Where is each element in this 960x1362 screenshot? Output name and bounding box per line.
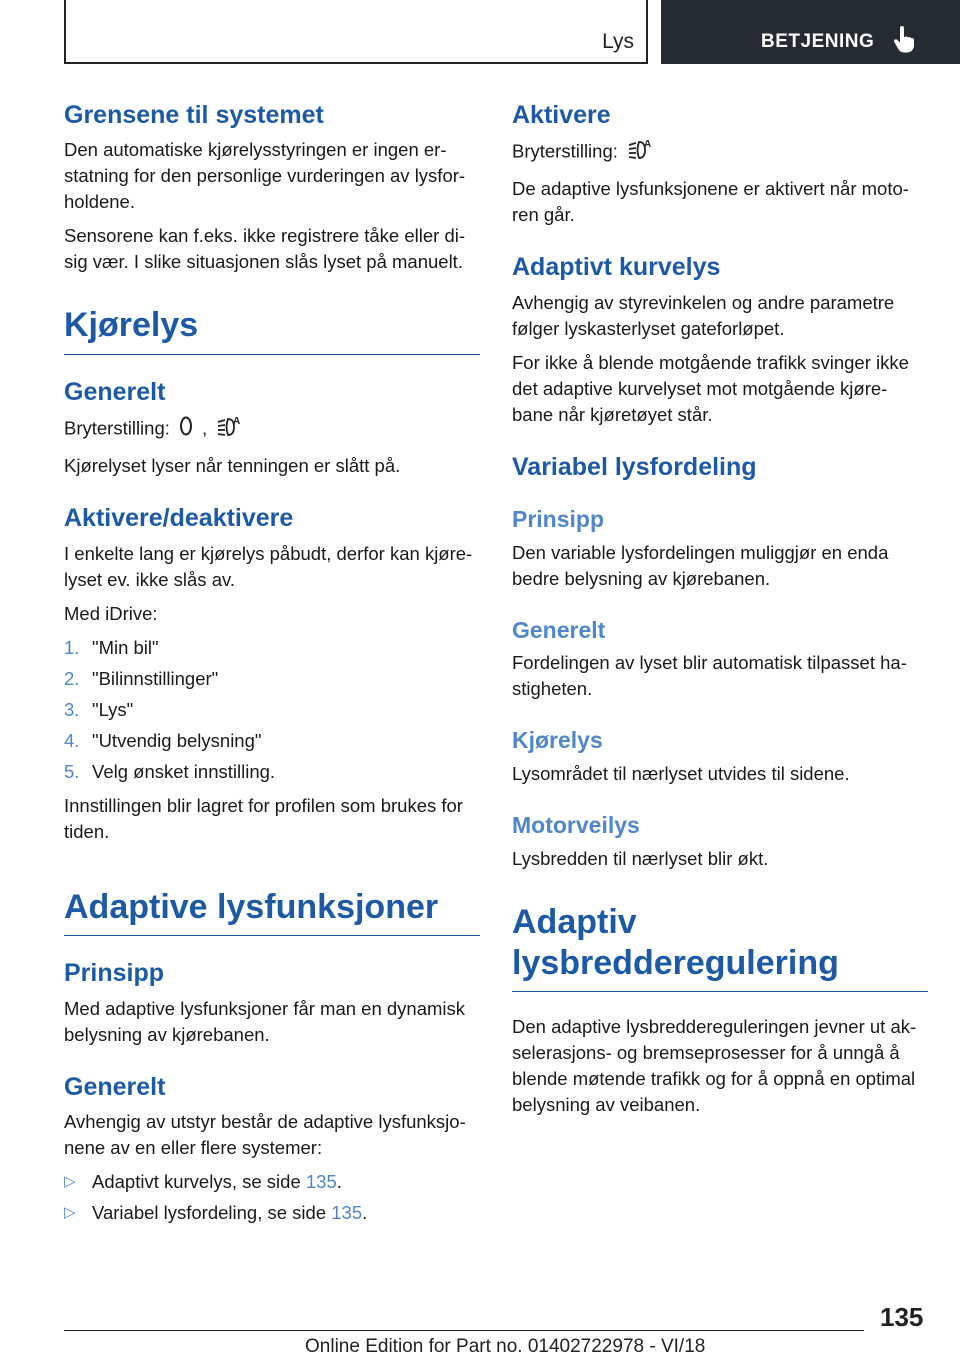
list-item: 2. "Bilinnstillinger" (64, 667, 219, 689)
switch-position-line (64, 414, 480, 445)
switch-position-0-icon (179, 415, 193, 444)
paragraph: Med iDrive: (64, 602, 158, 624)
svg-text:A: A (644, 139, 652, 151)
list-item: ▷ Variabel lysfordeling, se side 135. (64, 1200, 480, 1226)
switch-auto-headlight-icon (627, 137, 655, 168)
heading-aktivere-deaktivere: Aktivere/deaktivere (64, 504, 294, 533)
list-item: ▷ Adaptivt kurvelys, se side 135. (64, 1169, 480, 1195)
paragraph: Lysområdet til nærlyset utvides til sidene. (512, 763, 850, 784)
switch-label: Bryterstilling: (64, 417, 170, 439)
heading-adaptiv-lysbredderegulering: Adaptiv lysbredderegulering (512, 902, 928, 993)
paragraph: I enkelte lang er kjørelys påbudt, derfor kan kjøre-lyset ev. ikke slås av. (64, 542, 473, 590)
paragraph: Avhengig av styrevinkelen og andre parametre følger lyskasterlyset gateforløpet. (512, 291, 895, 339)
heading-variabel-lysfordeling: Variabel lysfordeling (512, 452, 757, 481)
subheading-motorveilys: Motorveilys (512, 812, 640, 838)
left-column (64, 100, 480, 1234)
page-link[interactable]: 135 (331, 1201, 363, 1223)
heading-generelt: Generelt (64, 378, 166, 407)
heading-prinsipp: Prinsipp (64, 959, 165, 988)
heading-aktivere: Aktivere (512, 101, 611, 129)
paragraph: For ikke å blende motgående trafikk svinger ikke det adaptive kurvelyset mot motgående kjøre-bane når kjøretøyet står. (512, 351, 909, 425)
header-section-tab (64, 0, 648, 64)
idrive-steps-list (64, 635, 480, 785)
heading-grensene: Grensene til systemet (64, 101, 324, 129)
subheading-kjorelys: Kjørelys (512, 727, 603, 754)
paragraph: Med adaptive lysfunksjoner får man en dynamisk belysning av kjørebanen. (64, 997, 466, 1045)
svg-text:A: A (233, 416, 241, 428)
page-number: 135 (880, 1302, 924, 1332)
header-chapter-tab (661, 0, 960, 64)
header-chapter-title: BETJENING (761, 31, 875, 52)
paragraph: Den variable lysfordelingen muliggjør en enda bedre belysning av kjørebanen. (512, 541, 889, 589)
paragraph: De adaptive lysfunksjonene er aktivert når moto-ren går. (512, 178, 909, 226)
list-item: 4. "Utvendig belysning" (64, 729, 262, 751)
switch-label: Bryterstilling: (512, 140, 618, 162)
footer-divider (64, 1330, 864, 1331)
paragraph: Kjørelyset lyser når tenningen er slått på. (64, 455, 401, 477)
paragraph: Avhengig av utstyr består de adaptive lysfunksjo-nene av en eller flere systemer: (64, 1110, 466, 1158)
list-item: 3. "Lys" (64, 698, 134, 720)
heading-kjorelys: Kjørelys (64, 305, 480, 355)
list-item: 5. Velg ønsket innstilling. (64, 760, 276, 782)
hand-pointer-icon (893, 26, 917, 59)
paragraph: Den automatiske kjørelysstyringen er ingen er-statning for den personlige vurderingen av lysfor-holdene. (64, 139, 466, 213)
footer-edition: Online Edition for Part no. 01402722978 - VI/18 (305, 1336, 706, 1357)
right-column (512, 100, 928, 1126)
list-item: 1. "Min bil" (64, 636, 159, 658)
paragraph: Sensorene kan f.eks. ikke registrere tåke eller di-sig vær. I slike situasjonen slås lyset på manuelt. (64, 225, 466, 273)
switch-auto-headlight-icon (216, 414, 244, 445)
page-link[interactable]: 135 (305, 1170, 337, 1192)
paragraph: Den adaptive lysbreddereguleringen jevner ut ak-selerasjons- og bremseprosesser for å unngå å blende møtende trafikk og for å oppnå en optimal belysning av veibanen. (512, 1016, 917, 1116)
paragraph: Lysbredden til nærlyset blir økt. (512, 847, 769, 869)
switch-separator: , (202, 417, 208, 439)
switch-position-line (512, 137, 928, 168)
heading-adaptivt-kurvelys: Adaptivt kurvelys (512, 253, 721, 282)
subheading-generelt: Generelt (512, 616, 606, 643)
heading-generelt-2: Generelt (64, 1072, 166, 1101)
subheading-prinsipp: Prinsipp (512, 505, 605, 532)
paragraph: Innstillingen blir lagret for profilen som brukes for tiden. (64, 794, 463, 842)
paragraph: Fordelingen av lyset blir automatisk tilpasset ha-stigheten. (512, 652, 907, 700)
header-section-title: Lys (602, 30, 634, 53)
triangle-bullet-icon: ▷ (64, 1172, 76, 1190)
triangle-bullet-icon: ▷ (64, 1203, 76, 1221)
heading-adaptive-lysfunksjoner: Adaptive lysfunksjoner (64, 887, 480, 937)
systems-list (64, 1169, 480, 1226)
